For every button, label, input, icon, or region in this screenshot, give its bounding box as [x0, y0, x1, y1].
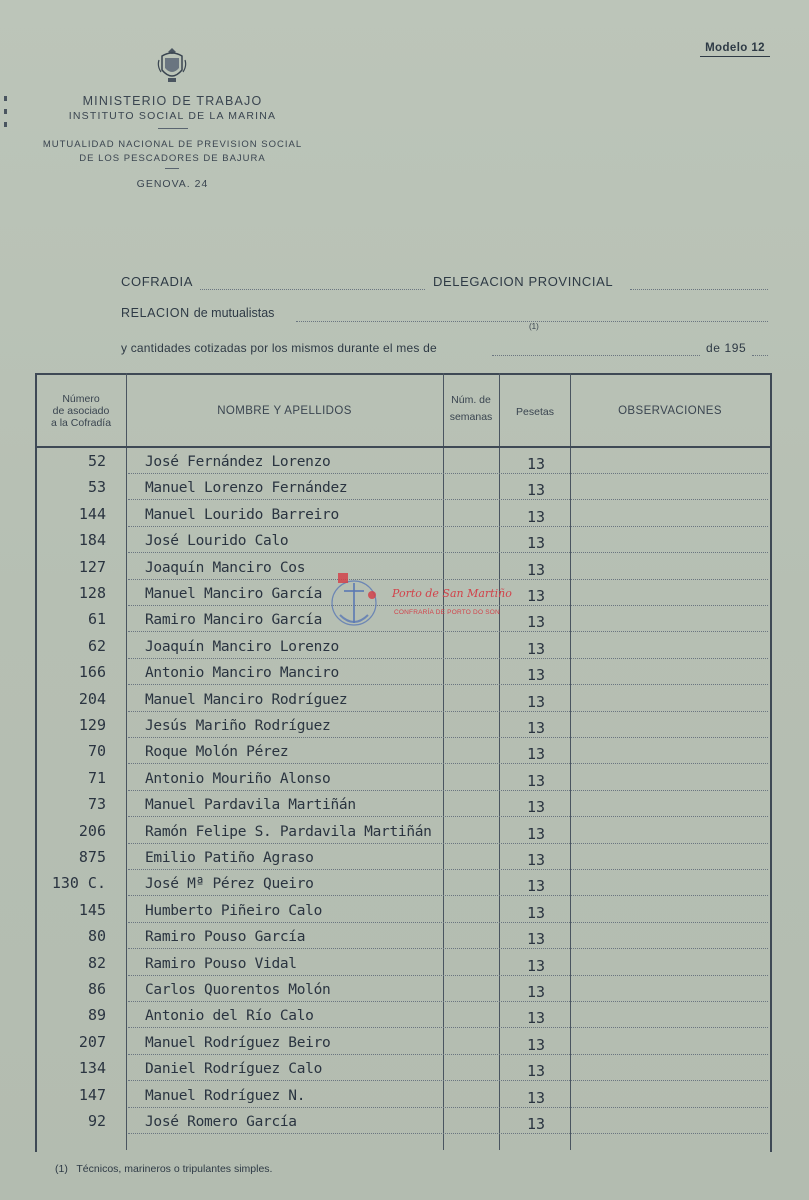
member-number: 145 — [78, 901, 106, 919]
member-name: Manuel Pardavila Martiñán — [145, 797, 356, 813]
relacion-label: RELACION de mutualistas — [121, 306, 275, 320]
member-pesetas: 13 — [527, 1089, 546, 1107]
col-divider-1 — [126, 373, 127, 1150]
address-text: GENOVA. 24 — [136, 178, 209, 190]
row-rule — [128, 1054, 768, 1055]
member-number: 70 — [87, 742, 106, 760]
header-pesetas: Pesetas — [516, 406, 554, 418]
row-rule — [128, 552, 768, 553]
ministry-title: MINISTERIO DE TRABAJO — [82, 94, 263, 108]
member-number: 166 — [78, 663, 106, 681]
member-pesetas: 13 — [527, 666, 546, 684]
member-pesetas: 13 — [527, 719, 546, 737]
member-pesetas: 13 — [527, 613, 546, 631]
col-divider-2 — [443, 373, 444, 1150]
delegacion-field[interactable] — [630, 288, 768, 290]
member-name: Daniel Rodríguez Calo — [145, 1061, 323, 1077]
row-rule — [128, 499, 768, 500]
member-name: Joaquín Manciro Cos — [145, 560, 306, 576]
stamp-line-1: Porto de San Martiño — [392, 587, 512, 600]
member-number: 127 — [78, 558, 106, 576]
member-name: Jesús Mariño Rodríguez — [145, 718, 331, 734]
row-rule — [128, 869, 768, 870]
anchor-stamp-icon — [330, 565, 500, 645]
punch-marks — [4, 96, 8, 136]
member-pesetas: 13 — [527, 930, 546, 948]
model-label: Modelo 12 — [700, 42, 770, 57]
cofradia-label: COFRADIA — [121, 274, 193, 289]
member-pesetas: 13 — [527, 640, 546, 658]
member-number: 129 — [78, 716, 106, 734]
member-pesetas: 13 — [527, 877, 546, 895]
row-rule — [128, 975, 768, 976]
row-rule — [128, 473, 768, 474]
member-pesetas: 13 — [527, 798, 546, 816]
member-name: Antonio del Río Calo — [145, 1008, 314, 1024]
member-pesetas: 13 — [527, 825, 546, 843]
member-number: 875 — [78, 848, 106, 866]
row-rule — [128, 816, 768, 817]
member-pesetas: 13 — [527, 1062, 546, 1080]
member-number: 89 — [87, 1006, 106, 1024]
member-number: 61 — [87, 610, 106, 628]
member-name: Ramiro Pouso García — [145, 929, 306, 945]
row-rule — [128, 658, 768, 659]
mutual-title-2: DE LOS PESCADORES DE BAJURA — [79, 153, 266, 164]
member-pesetas: 13 — [527, 1115, 546, 1133]
member-pesetas: 13 — [527, 1009, 546, 1027]
member-name: José Lourido Calo — [145, 533, 289, 549]
member-number: 144 — [78, 505, 106, 523]
confraria-stamp — [330, 565, 512, 650]
member-name: Manuel Lorenzo Fernández — [145, 480, 348, 496]
member-number: 92 — [87, 1112, 106, 1130]
member-number: 80 — [87, 927, 106, 945]
header-bottom-rule — [35, 446, 770, 448]
member-pesetas: 13 — [527, 455, 546, 473]
member-pesetas: 13 — [527, 1036, 546, 1054]
member-pesetas: 13 — [527, 481, 546, 499]
row-rule — [128, 526, 768, 527]
member-number: 147 — [78, 1086, 106, 1104]
row-rule — [128, 737, 768, 738]
member-number: 82 — [87, 954, 106, 972]
delegacion-label: DELEGACION PROVINCIAL — [433, 274, 614, 289]
member-number: 207 — [78, 1033, 106, 1051]
member-number: 52 — [87, 452, 106, 470]
footnote-ref: (1) — [529, 322, 539, 331]
row-rule — [128, 1001, 768, 1002]
member-number: 184 — [78, 531, 106, 549]
year-field[interactable] — [752, 354, 768, 356]
member-pesetas: 13 — [527, 693, 546, 711]
row-rule — [128, 1027, 768, 1028]
member-pesetas: 13 — [527, 957, 546, 975]
header-observaciones: OBSERVACIONES — [618, 405, 722, 417]
member-pesetas: 13 — [527, 534, 546, 552]
member-pesetas: 13 — [527, 745, 546, 763]
member-name: Antonio Manciro Manciro — [145, 665, 339, 681]
member-number: 53 — [87, 478, 106, 496]
row-rule — [128, 790, 768, 791]
member-name: José Romero García — [145, 1114, 297, 1130]
mutual-title-1: MUTUALIDAD NACIONAL DE PREVISION SOCIAL — [42, 139, 303, 150]
member-name: Emilio Patiño Agraso — [145, 850, 314, 866]
member-name: Manuel Rodríguez Beiro — [145, 1035, 331, 1051]
month-field[interactable] — [492, 354, 700, 356]
row-rule — [128, 684, 768, 685]
member-name: Manuel Manciro García — [145, 586, 323, 602]
member-name: Joaquín Manciro Lorenzo — [145, 639, 339, 655]
row-rule — [128, 843, 768, 844]
row-rule — [128, 763, 768, 764]
member-pesetas: 13 — [527, 561, 546, 579]
member-number: 73 — [87, 795, 106, 813]
stamp-line-2: CONFRARÍA DE PORTO DO SON — [394, 609, 500, 616]
member-pesetas: 13 — [527, 851, 546, 869]
header-numero: Número de asociado a la Cofradía — [50, 393, 112, 429]
header-divider-1 — [158, 128, 188, 129]
row-rule — [128, 1080, 768, 1081]
member-name: Ramiro Pouso Vidal — [145, 956, 297, 972]
member-name: José Fernández Lorenzo — [145, 454, 331, 470]
cofradia-field[interactable] — [200, 288, 425, 290]
member-number: 130 C. — [51, 874, 106, 892]
institute-title: INSTITUTO SOCIAL DE LA MARINA — [68, 110, 277, 122]
member-number: 86 — [87, 980, 106, 998]
coat-of-arms-icon — [157, 46, 187, 86]
member-pesetas: 13 — [527, 508, 546, 526]
col-divider-3 — [499, 373, 500, 1150]
row-rule — [128, 711, 768, 712]
col-divider-4 — [570, 373, 571, 1150]
member-pesetas: 13 — [527, 772, 546, 790]
member-name: Roque Molón Pérez — [145, 744, 289, 760]
row-rule — [128, 895, 768, 896]
member-name: Manuel Lourido Barreiro — [145, 507, 339, 523]
year-label: de 195 — [706, 341, 747, 355]
member-name: Ramiro Manciro García — [145, 612, 323, 628]
member-number: 128 — [78, 584, 106, 602]
header-semanas: Núm. de semanas — [449, 394, 493, 423]
member-name: Manuel Rodríguez N. — [145, 1088, 306, 1104]
header-nombre: NOMBRE Y APELLIDOS — [217, 405, 352, 417]
member-number: 206 — [78, 822, 106, 840]
member-name: Manuel Manciro Rodríguez — [145, 692, 348, 708]
member-pesetas: 13 — [527, 983, 546, 1001]
member-name: Antonio Mouriño Alonso — [145, 771, 331, 787]
member-number: 62 — [87, 637, 106, 655]
member-number: 71 — [87, 769, 106, 787]
header-divider-2 — [165, 168, 179, 169]
row-rule — [128, 922, 768, 923]
row-rule — [128, 948, 768, 949]
member-name: Ramón Felipe S. Pardavila Martiñán — [145, 824, 432, 840]
member-number: 134 — [78, 1059, 106, 1077]
footnote-text: (1) Técnicos, marineros o tripulantes simples. — [55, 1163, 273, 1175]
member-name: José Mª Pérez Queiro — [145, 876, 314, 892]
member-name: Humberto Piñeiro Calo — [145, 903, 323, 919]
row-rule — [128, 1107, 768, 1108]
member-pesetas: 13 — [527, 904, 546, 922]
member-number: 204 — [78, 690, 106, 708]
member-pesetas: 13 — [527, 587, 546, 605]
cantidades-label: y cantidades cotizadas por los mismos durante el mes de — [121, 341, 437, 355]
row-rule — [128, 1133, 768, 1134]
member-name: Carlos Quorentos Molón — [145, 982, 331, 998]
